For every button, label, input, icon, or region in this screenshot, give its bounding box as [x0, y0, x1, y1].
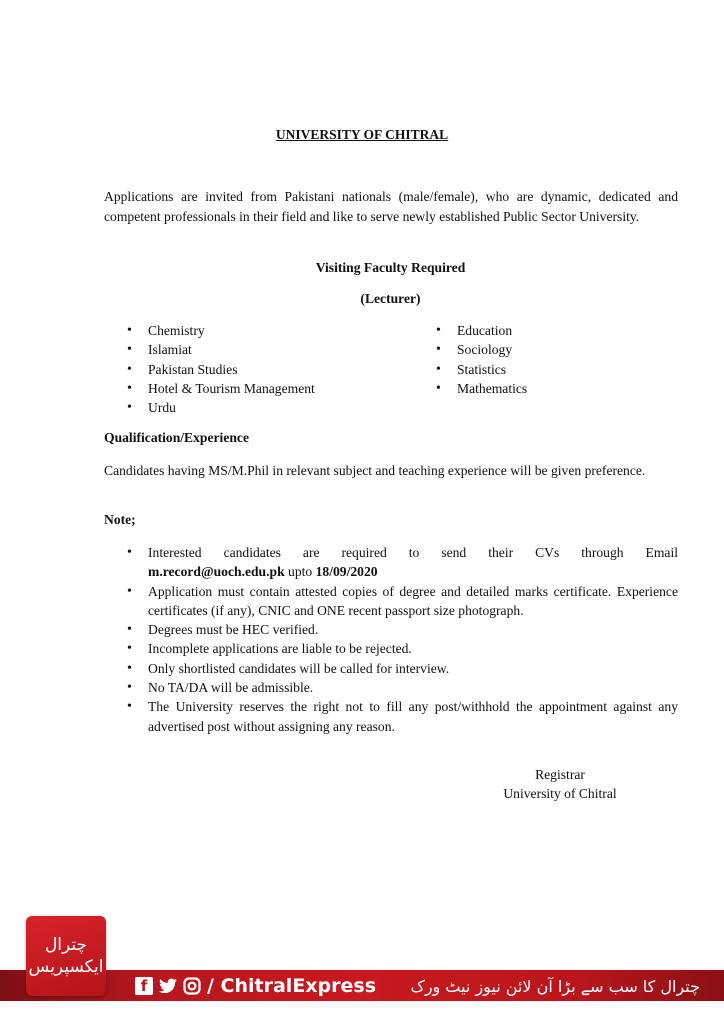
list-item: • Degrees must be HEC verified.: [127, 620, 678, 639]
qualification-paragraph: Candidates having MS/M.Phil in relevant subject and teaching experience will be given preference.: [104, 463, 646, 478]
subjects-list-right: [436, 321, 676, 398]
qualification-heading: Qualification/Experience: [104, 430, 249, 445]
email-link[interactable]: m.record@uoch.edu.pk: [148, 564, 285, 580]
signature-role: Registrar: [535, 767, 585, 782]
note-text: • Interested candidates are required to send their CVs through Email: [148, 545, 678, 560]
list-item: • Sociology: [436, 340, 676, 359]
notes-list: [127, 543, 678, 736]
intro-paragraph: Applications are invited from Pakistani nationals (male/female), who are dynamic, dedicated and competent professionals in their field and like to serve newly established Public Sector University.: [104, 189, 678, 224]
note-heading: Note;: [104, 512, 136, 527]
position-title: (Lecturer): [360, 291, 421, 306]
list-item: • Pakistan Studies: [127, 360, 417, 379]
list-item: • Statistics: [436, 360, 676, 379]
deadline: 18/09/2020: [315, 564, 378, 580]
facebook-icon[interactable]: f: [135, 977, 153, 995]
title-text: UNIVERSITY OF CHITRAL: [275, 127, 449, 142]
list-item: • Urdu: [127, 398, 417, 417]
logo-line: چترال: [44, 935, 88, 955]
signature-block: [470, 765, 650, 803]
list-item: • Chemistry: [127, 321, 417, 340]
list-item: [127, 543, 678, 582]
logo-line: ایکسپریس: [28, 957, 104, 977]
list-item: • Only shortlisted candidates will be called for interview.: [127, 659, 678, 678]
list-item: • Incomplete applications are liable to be rejected.: [127, 639, 678, 658]
social-links: [135, 972, 376, 1000]
list-item: • Islamiat: [127, 340, 417, 359]
footer-tagline: چترال کا سب سے بڑا آن لائن نیوز نیٹ ورک: [410, 976, 700, 996]
subjects-list-left: [127, 321, 417, 417]
subtitle: Visiting Faculty Required: [315, 260, 466, 275]
chitral-express-logo: [26, 916, 106, 996]
twitter-icon[interactable]: [159, 977, 177, 995]
note-text: upto: [284, 564, 316, 580]
list-item: • No TA/DA will be admissible.: [127, 678, 678, 697]
list-item: • Education: [436, 321, 676, 340]
signature-org: University of Chitral: [503, 786, 617, 801]
list-item: • Application must contain attested copies of degree and detailed marks certificate. Experience certificates (if any), CNIC and ONE recent passport size photograph.: [127, 582, 678, 621]
document-title: [0, 127, 724, 143]
list-item: • Hotel & Tourism Management: [127, 379, 417, 398]
list-item: • The University reserves the right not to fill any post/withhold the appointment against any advertised post without assigning any reason.: [127, 697, 678, 736]
instagram-icon[interactable]: [183, 977, 201, 995]
list-item: • Mathematics: [436, 379, 676, 398]
social-handle[interactable]: / ChitralExpress: [207, 975, 377, 997]
